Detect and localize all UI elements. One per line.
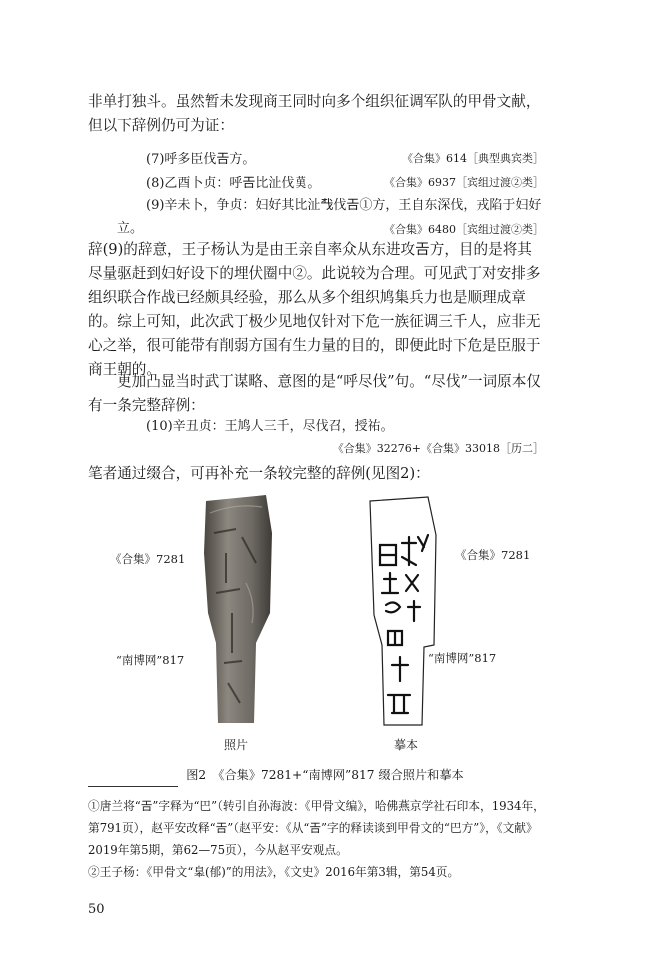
paragraph-4: 笔者通过缀合，可再补充一条较完整的辞例(见图2)：	[88, 465, 430, 482]
example-8-source: 《合集》6937［宾组过渡②类］	[384, 176, 544, 189]
oracle-bone-photo	[196, 493, 278, 725]
example-7-text: (7)呼多臣伐𢀛方。	[146, 152, 256, 167]
photo-subcaption: 照片	[224, 738, 249, 752]
oracle-bone-rubbing	[366, 495, 444, 727]
example-7-source: 《合集》614［典型典宾类］	[402, 152, 544, 165]
paragraph-2: 辞(9)的辞意，王子杨认为是由王亲自率众从东进攻𢀛方，目的是将其尽量驱赶到妇好设下的埋伏圈中②。此说较为合理。可见武丁对安排多组织联合作战已经颇具经验，那么从多个组织鸠集兵力也是顺理成章的。综上可知，此次武丁极少见地仅针对下危一族征调三千人，应非无心之举，很可能带有削弱方国有生力量的目的，即便此时下危是臣服于商王朝的。	[88, 241, 541, 378]
footnote-1: ①唐兰将“𢀛”字释为“巴”（转引自孙海波：《甲骨文编》，哈佛燕京学社石印本，1934年，第791页），赵平安改释“𢀛”（赵平安：《从“𢀛”字的释读谈到甲骨文的“巴方”》，《文献》2019年第5期，第62—75页），今从赵平安观点。	[88, 799, 545, 857]
footnote-divider	[88, 786, 178, 787]
label-nanbowang-817-left: “南博网”817	[116, 653, 185, 667]
footnote-2: ②王子杨：《甲骨文“𦤎(郁)”的用法》，《文史》2016年第3辑，第54页。	[88, 865, 460, 879]
rubbing-subcaption: 摹本	[394, 738, 419, 752]
paragraph-3: 更加凸显当时武丁谋略、意图的是“呼尽伐”句。“尽伐”一词原本仅有一条完整辞例：	[88, 373, 541, 414]
paragraph-1: 非单打独斗。虽然暂未发现商王同时向多个组织征调军队的甲骨文献，但以下辞例仍可为证：	[88, 93, 541, 134]
label-heji-7281-left: 《合集》7281	[110, 552, 186, 566]
label-nanbowang-817-right: “南博网”817	[428, 651, 497, 665]
example-10-source: 《合集》32276+《合集》33018［历二］	[332, 442, 544, 455]
example-9-source: 《合集》6480［宾组过渡②类］	[384, 223, 544, 236]
example-10-text: (10)辛丑贞：王鸠人三千，尽伐召，授祐。	[146, 419, 394, 434]
figure-caption: 图2 《合集》7281+“南博网”817 缀合照片和摹本	[186, 768, 464, 782]
example-8-text: (8)乙酉卜贞：呼𢀛比沚伐𦰩。	[146, 176, 321, 191]
page-number: 50	[88, 902, 105, 917]
example-9-text: (9)辛未卜，争贞：妇好其比沚𢦔伐𢀛①方，王自东深伐，戎陷于妇好立。	[117, 198, 542, 236]
label-heji-7281-right: 《合集》7281	[455, 548, 531, 562]
